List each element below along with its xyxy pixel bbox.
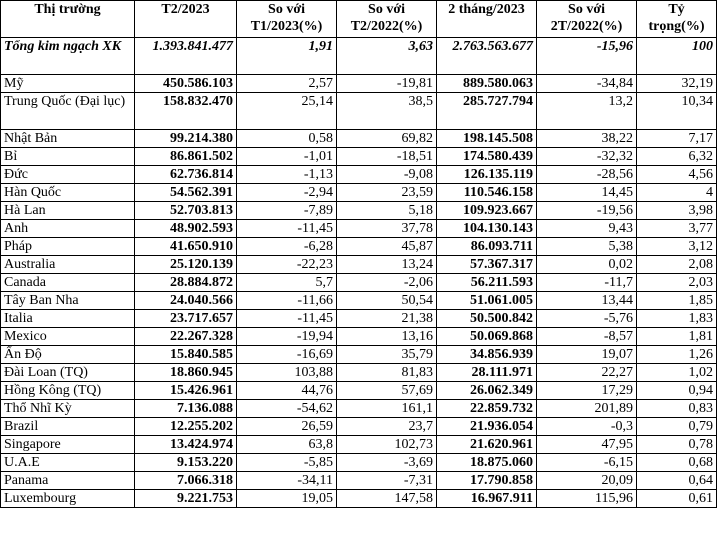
table-row [1, 93, 717, 130]
vs-jan-2023-cell: 44,76 [237, 382, 337, 400]
vs-2m-2022-cell: 0,02 [537, 256, 637, 274]
table-row [1, 292, 717, 310]
two-months-2023-cell: 889.580.063 [437, 75, 537, 93]
vs-feb-2022-cell: 45,87 [337, 238, 437, 256]
share-cell: 0,61 [637, 490, 717, 508]
share-cell: 0,68 [637, 454, 717, 472]
vs-jan-2023-cell: 25,14 [237, 93, 337, 130]
vs-jan-2023-cell: -2,94 [237, 184, 337, 202]
two-months-2023-cell: 26.062.349 [437, 382, 537, 400]
vs-feb-2022-cell: 13,24 [337, 256, 437, 274]
market-name-cell: U.A.E [1, 454, 135, 472]
table-header [1, 1, 717, 38]
share-cell: 0,83 [637, 400, 717, 418]
two-months-2023-cell: 110.546.158 [437, 184, 537, 202]
vs-feb-2022-cell: 102,73 [337, 436, 437, 454]
header-share: Tỷ trọng(%) [637, 1, 717, 38]
market-name-cell: Thổ Nhĩ Kỳ [1, 400, 135, 418]
market-name-cell: Hà Lan [1, 202, 135, 220]
vs-jan-2023-cell: -1,01 [237, 148, 337, 166]
vs-feb-2022-cell: 3,63 [337, 38, 437, 75]
share-cell: 0,79 [637, 418, 717, 436]
vs-feb-2022-cell: 37,78 [337, 220, 437, 238]
table-row [1, 418, 717, 436]
table-row [1, 274, 717, 292]
vs-feb-2022-cell: 38,5 [337, 93, 437, 130]
vs-feb-2022-cell: 57,69 [337, 382, 437, 400]
market-name-cell: Italia [1, 310, 135, 328]
vs-jan-2023-cell: 1,91 [237, 38, 337, 75]
vs-2m-2022-cell: 20,09 [537, 472, 637, 490]
table-row [1, 256, 717, 274]
two-months-2023-cell: 56.211.593 [437, 274, 537, 292]
share-cell: 0,94 [637, 382, 717, 400]
two-months-2023-cell: 28.111.971 [437, 364, 537, 382]
feb-2023-cell: 48.902.593 [135, 220, 237, 238]
vs-2m-2022-cell: 115,96 [537, 490, 637, 508]
market-name-cell: Canada [1, 274, 135, 292]
vs-feb-2022-cell: 161,1 [337, 400, 437, 418]
vs-jan-2023-cell: -11,45 [237, 310, 337, 328]
header-row [1, 1, 717, 38]
table-row [1, 472, 717, 490]
two-months-2023-cell: 109.923.667 [437, 202, 537, 220]
share-cell: 3,98 [637, 202, 717, 220]
vs-2m-2022-cell: 13,44 [537, 292, 637, 310]
vs-jan-2023-cell: -22,23 [237, 256, 337, 274]
vs-2m-2022-cell: 22,27 [537, 364, 637, 382]
vs-jan-2023-cell: -5,85 [237, 454, 337, 472]
feb-2023-cell: 15.426.961 [135, 382, 237, 400]
vs-feb-2022-cell: 147,58 [337, 490, 437, 508]
table-row [1, 148, 717, 166]
share-cell: 7,17 [637, 130, 717, 148]
two-months-2023-cell: 174.580.439 [437, 148, 537, 166]
market-name-cell: Mỹ [1, 75, 135, 93]
table-row [1, 328, 717, 346]
table-row [1, 184, 717, 202]
two-months-2023-cell: 2.763.563.677 [437, 38, 537, 75]
vs-jan-2023-cell: -11,66 [237, 292, 337, 310]
feb-2023-cell: 18.860.945 [135, 364, 237, 382]
vs-2m-2022-cell: -11,7 [537, 274, 637, 292]
share-cell: 3,77 [637, 220, 717, 238]
market-name-cell: Đức [1, 166, 135, 184]
two-months-2023-cell: 285.727.794 [437, 93, 537, 130]
vs-2m-2022-cell: -8,57 [537, 328, 637, 346]
vs-feb-2022-cell: 81,83 [337, 364, 437, 382]
two-months-2023-cell: 86.093.711 [437, 238, 537, 256]
vs-2m-2022-cell: 201,89 [537, 400, 637, 418]
two-months-2023-cell: 57.367.317 [437, 256, 537, 274]
vs-feb-2022-cell: 50,54 [337, 292, 437, 310]
vs-jan-2023-cell: 103,88 [237, 364, 337, 382]
share-cell: 1,81 [637, 328, 717, 346]
vs-2m-2022-cell: -32,32 [537, 148, 637, 166]
feb-2023-cell: 158.832.470 [135, 93, 237, 130]
header-vs-2m-2022: So với 2T/2022(%) [537, 1, 637, 38]
two-months-2023-cell: 51.061.005 [437, 292, 537, 310]
header-feb-2023: T2/2023 [135, 1, 237, 38]
two-months-2023-cell: 18.875.060 [437, 454, 537, 472]
market-name-cell: Ấn Độ [1, 346, 135, 364]
market-name-cell: Nhật Bản [1, 130, 135, 148]
market-name-cell: Tổng kim ngạch XK [1, 38, 135, 75]
feb-2023-cell: 7.066.318 [135, 472, 237, 490]
vs-jan-2023-cell: 26,59 [237, 418, 337, 436]
feb-2023-cell: 41.650.910 [135, 238, 237, 256]
vs-2m-2022-cell: -6,15 [537, 454, 637, 472]
feb-2023-cell: 12.255.202 [135, 418, 237, 436]
vs-feb-2022-cell: -7,31 [337, 472, 437, 490]
share-cell: 2,03 [637, 274, 717, 292]
vs-2m-2022-cell: -19,56 [537, 202, 637, 220]
market-name-cell: Pháp [1, 238, 135, 256]
vs-jan-2023-cell: -54,62 [237, 400, 337, 418]
vs-2m-2022-cell: 13,2 [537, 93, 637, 130]
market-name-cell: Brazil [1, 418, 135, 436]
two-months-2023-cell: 50.069.868 [437, 328, 537, 346]
vs-feb-2022-cell: 23,59 [337, 184, 437, 202]
feb-2023-cell: 24.040.566 [135, 292, 237, 310]
feb-2023-cell: 23.717.657 [135, 310, 237, 328]
table-row [1, 454, 717, 472]
vs-feb-2022-cell: -3,69 [337, 454, 437, 472]
two-months-2023-cell: 21.620.961 [437, 436, 537, 454]
vs-2m-2022-cell: 14,45 [537, 184, 637, 202]
vs-feb-2022-cell: -18,51 [337, 148, 437, 166]
table-row [1, 382, 717, 400]
vs-feb-2022-cell: 23,7 [337, 418, 437, 436]
feb-2023-cell: 54.562.391 [135, 184, 237, 202]
vs-feb-2022-cell: 69,82 [337, 130, 437, 148]
table-body [1, 38, 717, 508]
share-cell: 3,12 [637, 238, 717, 256]
vs-feb-2022-cell: 21,38 [337, 310, 437, 328]
two-months-2023-cell: 126.135.119 [437, 166, 537, 184]
vs-2m-2022-cell: -28,56 [537, 166, 637, 184]
vs-2m-2022-cell: 19,07 [537, 346, 637, 364]
vs-2m-2022-cell: 38,22 [537, 130, 637, 148]
share-cell: 1,02 [637, 364, 717, 382]
table-row [1, 400, 717, 418]
share-cell: 10,34 [637, 93, 717, 130]
share-cell: 1,26 [637, 346, 717, 364]
market-name-cell: Australia [1, 256, 135, 274]
share-cell: 100 [637, 38, 717, 75]
feb-2023-cell: 450.586.103 [135, 75, 237, 93]
vs-jan-2023-cell: 0,58 [237, 130, 337, 148]
header-market: Thị trường [1, 1, 135, 38]
vs-jan-2023-cell: -7,89 [237, 202, 337, 220]
header-vs-feb-2022: So với T2/2022(%) [337, 1, 437, 38]
share-cell: 2,08 [637, 256, 717, 274]
table-row [1, 364, 717, 382]
vs-jan-2023-cell: -16,69 [237, 346, 337, 364]
two-months-2023-cell: 22.859.732 [437, 400, 537, 418]
market-name-cell: Mexico [1, 328, 135, 346]
two-months-2023-cell: 50.500.842 [437, 310, 537, 328]
market-name-cell: Singapore [1, 436, 135, 454]
market-name-cell: Panama [1, 472, 135, 490]
vs-2m-2022-cell: -15,96 [537, 38, 637, 75]
market-name-cell: Hàn Quốc [1, 184, 135, 202]
table-row [1, 130, 717, 148]
share-cell: 1,85 [637, 292, 717, 310]
vs-2m-2022-cell: 5,38 [537, 238, 637, 256]
vs-jan-2023-cell: 19,05 [237, 490, 337, 508]
vs-jan-2023-cell: -34,11 [237, 472, 337, 490]
vs-2m-2022-cell: 9,43 [537, 220, 637, 238]
two-months-2023-cell: 21.936.054 [437, 418, 537, 436]
feb-2023-cell: 86.861.502 [135, 148, 237, 166]
table-row [1, 310, 717, 328]
feb-2023-cell: 9.221.753 [135, 490, 237, 508]
table-row [1, 346, 717, 364]
market-name-cell: Hồng Kông (TQ) [1, 382, 135, 400]
vs-2m-2022-cell: -0,3 [537, 418, 637, 436]
table-row [1, 166, 717, 184]
share-cell: 6,32 [637, 148, 717, 166]
share-cell: 0,64 [637, 472, 717, 490]
header-vs-jan-2023: So với T1/2023(%) [237, 1, 337, 38]
feb-2023-cell: 7.136.088 [135, 400, 237, 418]
feb-2023-cell: 13.424.974 [135, 436, 237, 454]
market-name-cell: Bỉ [1, 148, 135, 166]
table-row [1, 220, 717, 238]
vs-jan-2023-cell: 2,57 [237, 75, 337, 93]
vs-feb-2022-cell: -9,08 [337, 166, 437, 184]
table-row [1, 202, 717, 220]
two-months-2023-cell: 16.967.911 [437, 490, 537, 508]
total-row [1, 38, 717, 75]
table-row [1, 75, 717, 93]
feb-2023-cell: 52.703.813 [135, 202, 237, 220]
share-cell: 4,56 [637, 166, 717, 184]
feb-2023-cell: 28.884.872 [135, 274, 237, 292]
vs-2m-2022-cell: -5,76 [537, 310, 637, 328]
feb-2023-cell: 9.153.220 [135, 454, 237, 472]
share-cell: 1,83 [637, 310, 717, 328]
two-months-2023-cell: 17.790.858 [437, 472, 537, 490]
share-cell: 32,19 [637, 75, 717, 93]
feb-2023-cell: 1.393.841.477 [135, 38, 237, 75]
header-2-months-2023: 2 tháng/2023 [437, 1, 537, 38]
feb-2023-cell: 15.840.585 [135, 346, 237, 364]
vs-feb-2022-cell: -2,06 [337, 274, 437, 292]
table-row [1, 490, 717, 508]
vs-feb-2022-cell: 13,16 [337, 328, 437, 346]
share-cell: 0,78 [637, 436, 717, 454]
market-name-cell: Anh [1, 220, 135, 238]
feb-2023-cell: 25.120.139 [135, 256, 237, 274]
market-name-cell: Đài Loan (TQ) [1, 364, 135, 382]
vs-feb-2022-cell: 35,79 [337, 346, 437, 364]
two-months-2023-cell: 34.856.939 [437, 346, 537, 364]
vs-jan-2023-cell: -11,45 [237, 220, 337, 238]
vs-2m-2022-cell: 47,95 [537, 436, 637, 454]
market-name-cell: Tây Ban Nha [1, 292, 135, 310]
vs-jan-2023-cell: -1,13 [237, 166, 337, 184]
vs-feb-2022-cell: -19,81 [337, 75, 437, 93]
market-name-cell: Trung Quốc (Đại lục) [1, 93, 135, 130]
vs-2m-2022-cell: -34,84 [537, 75, 637, 93]
market-name-cell: Luxembourg [1, 490, 135, 508]
two-months-2023-cell: 104.130.143 [437, 220, 537, 238]
feb-2023-cell: 22.267.328 [135, 328, 237, 346]
feb-2023-cell: 99.214.380 [135, 130, 237, 148]
share-cell: 4 [637, 184, 717, 202]
vs-jan-2023-cell: 63,8 [237, 436, 337, 454]
vs-2m-2022-cell: 17,29 [537, 382, 637, 400]
vs-jan-2023-cell: -19,94 [237, 328, 337, 346]
table-row [1, 238, 717, 256]
vs-jan-2023-cell: -6,28 [237, 238, 337, 256]
table-row [1, 436, 717, 454]
vs-jan-2023-cell: 5,7 [237, 274, 337, 292]
two-months-2023-cell: 198.145.508 [437, 130, 537, 148]
feb-2023-cell: 62.736.814 [135, 166, 237, 184]
vs-feb-2022-cell: 5,18 [337, 202, 437, 220]
